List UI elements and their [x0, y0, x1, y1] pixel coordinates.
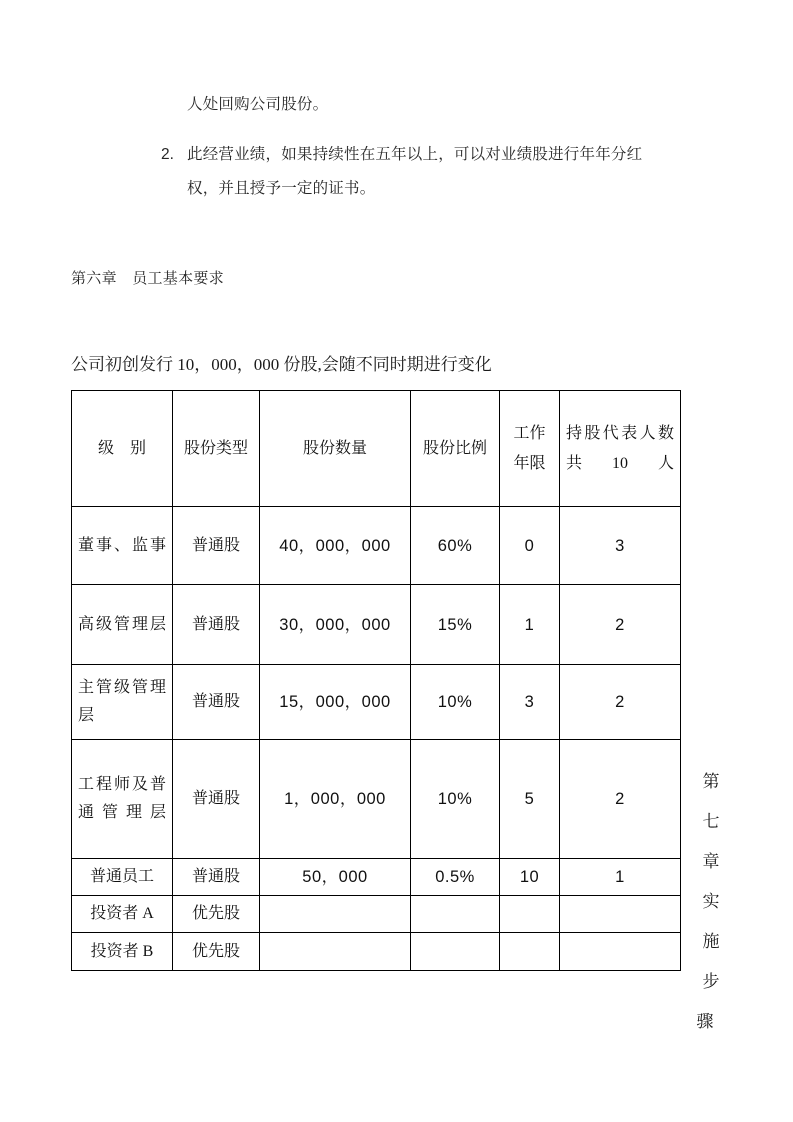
- value-rep-count: 3: [615, 536, 625, 555]
- list-item-line-1: 此经营业绩，如果持续性在五年以上，可以对业绩股进行年年分红: [187, 146, 643, 163]
- value-rep-count: [560, 910, 680, 918]
- cell-level: [72, 585, 173, 665]
- cell-rep-count: [560, 933, 681, 971]
- header-cell-share-count: [260, 391, 411, 507]
- vertical-chapter-text: [694, 762, 728, 1042]
- cell-work-years: [500, 665, 560, 740]
- cell-share-ratio: [411, 585, 500, 665]
- cell-work-years: [500, 585, 560, 665]
- list-item-text: [187, 138, 721, 206]
- value-share-ratio: 15%: [437, 615, 473, 634]
- vertical-char-6: 骤: [696, 1012, 714, 1031]
- cell-level: [72, 896, 173, 933]
- value-share-type: 普通股: [191, 615, 240, 633]
- header-label-rep-count: 持股代表人数 共10人: [566, 424, 674, 472]
- cell-share-count: [260, 507, 411, 585]
- vertical-char-1: 七: [702, 812, 720, 831]
- header-cell-share-type: [173, 391, 260, 507]
- share-allocation-table: [71, 390, 681, 971]
- cell-share-ratio: [411, 896, 500, 933]
- value-work-years: 1: [524, 615, 535, 634]
- cell-share-type: [173, 665, 260, 740]
- value-level: 普通员工: [89, 868, 154, 885]
- cell-share-type: [173, 585, 260, 665]
- value-share-count: [260, 948, 410, 956]
- cell-rep-count: [560, 585, 681, 665]
- table-row: [72, 933, 681, 971]
- header-label-level: 级 别: [97, 439, 146, 457]
- value-share-count: 15，000，000: [279, 693, 391, 711]
- header-cell-work-years: [500, 391, 560, 507]
- cell-share-count: [260, 585, 411, 665]
- value-work-years: 5: [524, 790, 535, 808]
- cell-share-count: [260, 665, 411, 740]
- value-share-type: 优先股: [191, 942, 240, 960]
- cell-work-years: [500, 896, 560, 933]
- cell-work-years: [500, 740, 560, 859]
- cell-share-count: [260, 933, 411, 971]
- value-share-ratio: 10%: [437, 790, 473, 808]
- continued-paragraph: 人处回购公司股份。: [187, 96, 329, 113]
- value-share-ratio: 60%: [437, 536, 473, 555]
- table-caption: 公司初创发行 10，000，000 份股,会随不同时期进行变化: [71, 355, 492, 374]
- cell-share-type: [173, 740, 260, 859]
- list-item-marker: 2.: [161, 146, 174, 163]
- value-share-ratio: [411, 948, 499, 956]
- cell-share-type: [173, 507, 260, 585]
- table-row: [72, 665, 681, 740]
- table-header-row: [72, 391, 681, 507]
- value-level: 投资者 B: [90, 942, 154, 960]
- cell-share-type: [173, 896, 260, 933]
- value-share-type: 普通股: [191, 790, 240, 807]
- value-share-count: 30，000，000: [279, 615, 391, 634]
- list-item-line-2: 权，并且授予一定的证书。: [187, 180, 376, 197]
- header-cell-level: [72, 391, 173, 507]
- cell-share-count: [260, 859, 411, 896]
- cell-share-count: [260, 740, 411, 859]
- table-row: [72, 740, 681, 859]
- value-share-ratio: 0.5%: [435, 868, 475, 886]
- header-label-share-type: 股份类型: [183, 439, 248, 457]
- vertical-char-5: 步: [702, 972, 720, 991]
- cell-level: [72, 507, 173, 585]
- vertical-char-3: 实: [702, 892, 720, 911]
- vertical-char-2: 章: [702, 852, 720, 871]
- cell-share-ratio: [411, 740, 500, 859]
- value-level: 董事、监事: [78, 536, 166, 554]
- cell-rep-count: [560, 665, 681, 740]
- cell-work-years: [500, 507, 560, 585]
- cell-level: [72, 859, 173, 896]
- value-work-years: 10: [519, 868, 540, 886]
- table-row: [72, 859, 681, 896]
- value-level: 工程师及普通管理层: [78, 776, 166, 821]
- value-work-years: [500, 910, 559, 918]
- value-work-years: 0: [524, 536, 535, 555]
- value-share-ratio: 10%: [437, 693, 473, 711]
- value-level: 投资者 A: [90, 905, 154, 922]
- value-share-count: 50，000: [302, 868, 368, 886]
- ordered-list-item: [71, 138, 721, 206]
- cell-share-ratio: [411, 507, 500, 585]
- value-rep-count: 2: [615, 790, 625, 808]
- value-share-ratio: [411, 910, 499, 918]
- cell-share-type: [173, 933, 260, 971]
- value-rep-count: 2: [615, 615, 625, 634]
- header-label-work-years: 工作年限: [513, 424, 546, 472]
- paragraph-block: [71, 88, 721, 206]
- cell-rep-count: [560, 507, 681, 585]
- cell-level: [72, 740, 173, 859]
- value-rep-count: [560, 948, 680, 956]
- value-work-years: 3: [524, 693, 535, 711]
- value-share-type: 普通股: [191, 868, 240, 885]
- table-row: [72, 585, 681, 665]
- cell-share-ratio: [411, 665, 500, 740]
- cell-share-ratio: [411, 859, 500, 896]
- cell-work-years: [500, 859, 560, 896]
- header-cell-share-ratio: [411, 391, 500, 507]
- value-rep-count: 2: [615, 693, 625, 711]
- vertical-char-4: 施: [702, 932, 720, 951]
- value-rep-count: 1: [615, 868, 625, 886]
- cell-share-type: [173, 859, 260, 896]
- value-share-type: 普通股: [191, 536, 240, 554]
- value-share-count: [260, 910, 410, 918]
- value-work-years: [500, 948, 559, 956]
- value-share-type: 普通股: [191, 693, 240, 710]
- value-share-count: 40，000，000: [279, 536, 391, 555]
- cell-rep-count: [560, 740, 681, 859]
- cell-rep-count: [560, 896, 681, 933]
- header-label-share-ratio: 股份比例: [422, 439, 487, 457]
- value-level: 主管级管理层: [78, 679, 166, 724]
- vertical-char-0: 第: [702, 772, 720, 791]
- cell-work-years: [500, 933, 560, 971]
- header-label-share-count: 股份数量: [302, 439, 367, 457]
- cell-share-ratio: [411, 933, 500, 971]
- value-share-type: 优先股: [191, 905, 240, 922]
- chapter-heading: 第六章 员工基本要求: [71, 270, 225, 287]
- cell-level: [72, 933, 173, 971]
- table-row: [72, 896, 681, 933]
- value-level: 高级管理层: [78, 615, 166, 633]
- cell-rep-count: [560, 859, 681, 896]
- header-cell-rep-count: [560, 391, 681, 507]
- cell-level: [72, 665, 173, 740]
- table-row: [72, 507, 681, 585]
- cell-share-count: [260, 896, 411, 933]
- value-share-count: 1，000，000: [284, 790, 386, 808]
